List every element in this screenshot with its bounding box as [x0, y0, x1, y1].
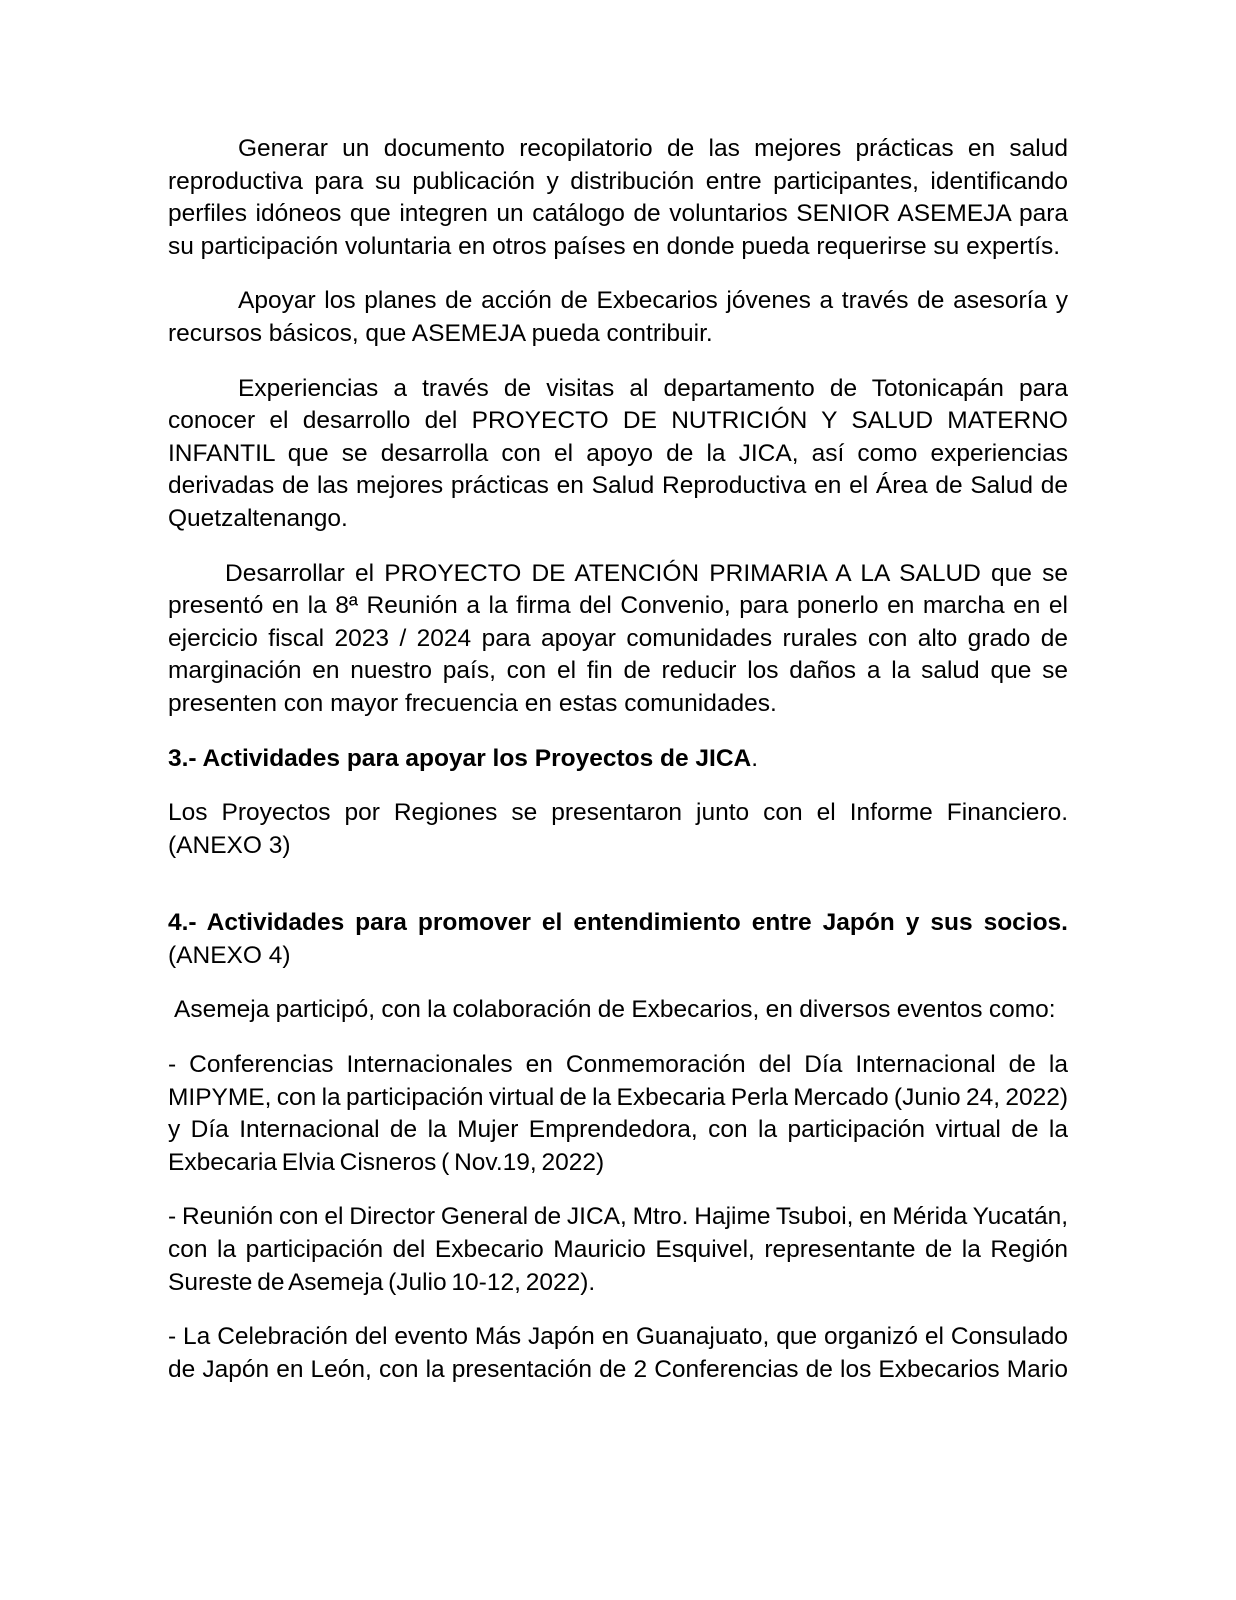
bullet-mas-japon-guanajuato: - La Celebración del evento Más Japón en Guanajuato, que organizó el Consulado de Japón en León, con la presentación de 2 Conferencias de los Exbecarios Mario [168, 1323, 1068, 1383]
bullet-conferences-mipyme: - Conferencias Internacionales en Conmemoración del Día Internacional de la MIPYME, con la participación virtual de la Exbecaria Perla Mercado (Junio 24, 2022) y Día Internacional de la Mujer Emprendedora, con la participación virtual de la Exbecaria Elvia Cisneros ( Nov.19, 2022) [168, 1051, 1068, 1176]
section-4-title: 4.- Actividades para promover el entendimiento entre Japón y sus socios. [168, 909, 1068, 937]
paragraph-totonicapan-visits: Experiencias a través de visitas al departamento de Totonicapán para conocer el desarrollo del PROYECTO DE NUTRICIÓN Y SALUD MATERNO INFANTIL que se desarrolla con el apoyo de la JICA, así como experiencias derivadas de las mejores prácticas en Salud Reproductiva en el Área de Salud de Quetzaltenango. [168, 374, 1068, 532]
paragraph-asemeja-events-intro: Asemeja participó, con la colaboración de Exbecarios, en diversos eventos como: [174, 996, 1056, 1024]
section-3-period: . [751, 744, 759, 772]
section-4-heading [168, 907, 1068, 972]
paragraph-action-plans: Apoyar los planes de acción de Exbecarios jóvenes a través de asesoría y recursos básicos, que ASEMEJA pueda contribuir. [168, 287, 1068, 347]
section-3-title: 3.- Actividades para apoyar los Proyectos de JICA [168, 744, 752, 772]
bullet-jica-director-meeting: - Reunión con el Director General de JICA, Mtro. Hajime Tsuboi, en Mérida Yucatán, con la participación del Exbecario Mauricio Esquivel, representante de la Región Sureste de Asemeja (Julio 10-12, 2022). [168, 1203, 1068, 1296]
paragraph-primary-care-project: Desarrollar el PROYECTO DE ATENCIÓN PRIMARIA A LA SALUD que se presentó en la 8ª Reunión a la firma del Convenio, para ponerlo en marcha en el ejercicio fiscal 2023 / 2024 para apoyar comunidades rurales con alto grado de marginación en nuestro país, con el fin de reducir los daños a la salud que se presenten con mayor frecuencia en estas comunidades. [168, 559, 1068, 717]
document-content [168, 133, 1068, 1408]
paragraph-best-practices: Generar un documento recopilatorio de las mejores prácticas en salud reproductiva para su publicación y distribución entre participantes, identificando perfiles idóneos que integren un catálogo de voluntarios SENIOR ASEMEJA para su participación voluntaria en otros países en donde pueda requerirse su expertís. [168, 135, 1068, 260]
section-4-annex: (ANEXO 4) [168, 941, 291, 969]
section-3-heading [168, 743, 1068, 776]
paragraph-regional-projects: Los Proyectos por Regiones se presentaron junto con el Informe Financiero. (ANEXO 3) [168, 799, 1068, 859]
